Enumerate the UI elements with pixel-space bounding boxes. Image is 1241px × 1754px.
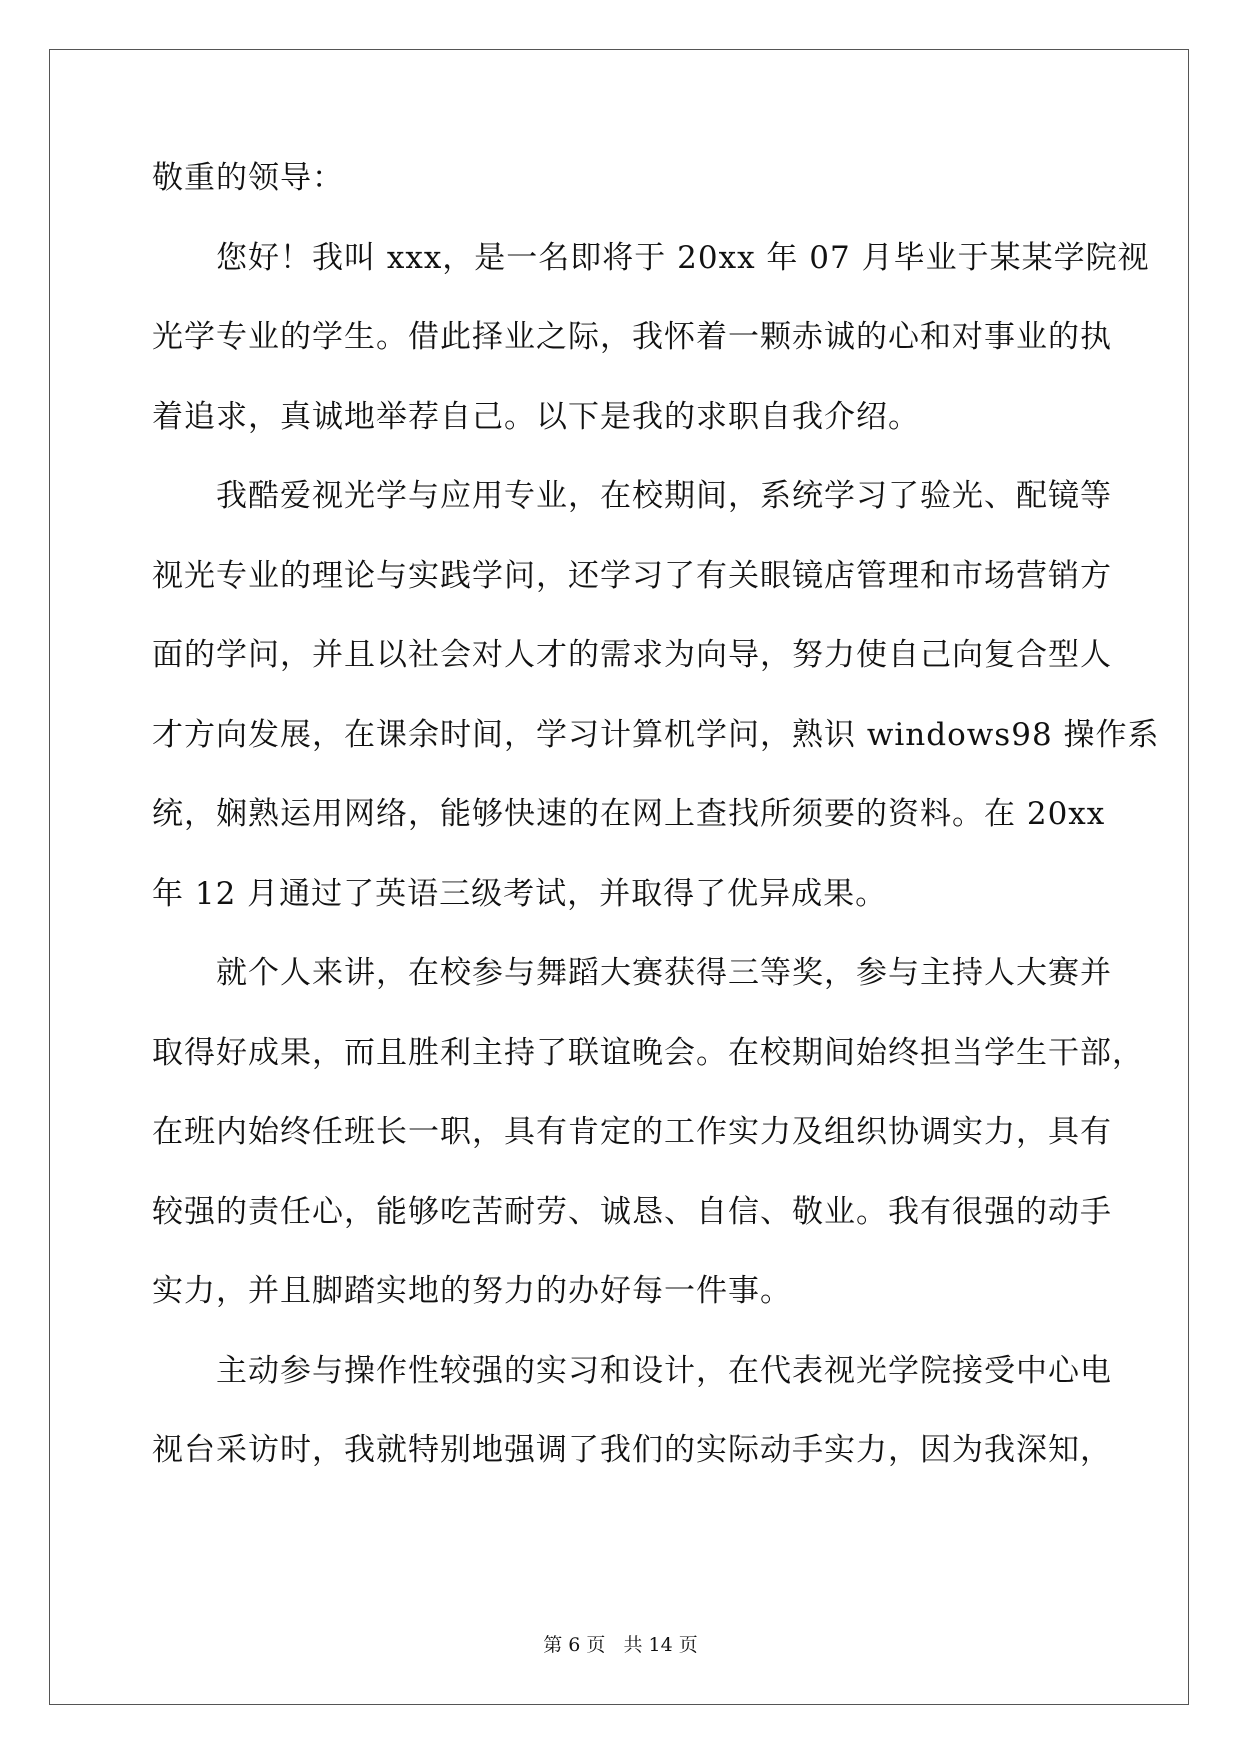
page-number: 第 6 页 — [543, 1634, 606, 1656]
text-line: 在班内始终任班长一职，具有肯定的工作实力及组织协调实力，具有 — [152, 1114, 1112, 1150]
text-line: 年 12 月通过了英语三级考试，并取得了优异成果。 — [152, 875, 888, 912]
text-line: 才方向发展，在课余时间，学习计算机学问，熟识 windows98 操作系 — [152, 716, 1160, 753]
text-line: 着追求，真诚地举荐自己。以下是我的求职自我介绍。 — [152, 398, 920, 435]
salutation: 敬重的领导： — [152, 160, 344, 196]
text-line: 面的学问，并且以社会对人才的需求为向导，努力使自己向复合型人 — [152, 637, 1112, 673]
document-body — [152, 160, 1160, 1512]
text-line: 视光专业的理论与实践学问，还学习了有关眼镜店管理和市场营销方 — [152, 557, 1112, 594]
text-line: 您好！我叫 xxx，是一名即将于 20xx 年 07 月毕业于某某学院视 — [216, 239, 1150, 276]
text-line: 实力，并且脚踏实地的努力的办好每一件事。 — [152, 1273, 792, 1309]
page-footer — [0, 1630, 1241, 1657]
text-line: 就个人来讲，在校参与舞蹈大赛获得三等奖，参与主持人大赛并 — [216, 955, 1112, 991]
text-line: 主动参与操作性较强的实习和设计，在代表视光学院接受中心电 — [216, 1352, 1112, 1389]
text-line: 较强的责任心，能够吃苦耐劳、诚恳、自信、敬业。我有很强的动手 — [152, 1193, 1112, 1230]
text-line: 统，娴熟运用网络，能够快速的在网上查找所须要的资料。在 20xx — [152, 796, 1106, 832]
text-line: 光学专业的学生。借此择业之际，我怀着一颗赤诚的心和对事业的执 — [152, 319, 1112, 355]
text-line: 视台采访时，我就特别地强调了我们的实际动手实力，因为我深知， — [152, 1432, 1112, 1468]
text-line: 我酷爱视光学与应用专业，在校期间，系统学习了验光、配镜等 — [216, 478, 1112, 514]
text-line: 取得好成果，而且胜利主持了联谊晚会。在校期间始终担当学生干部， — [152, 1034, 1144, 1071]
page-total: 共 14 页 — [623, 1634, 698, 1656]
